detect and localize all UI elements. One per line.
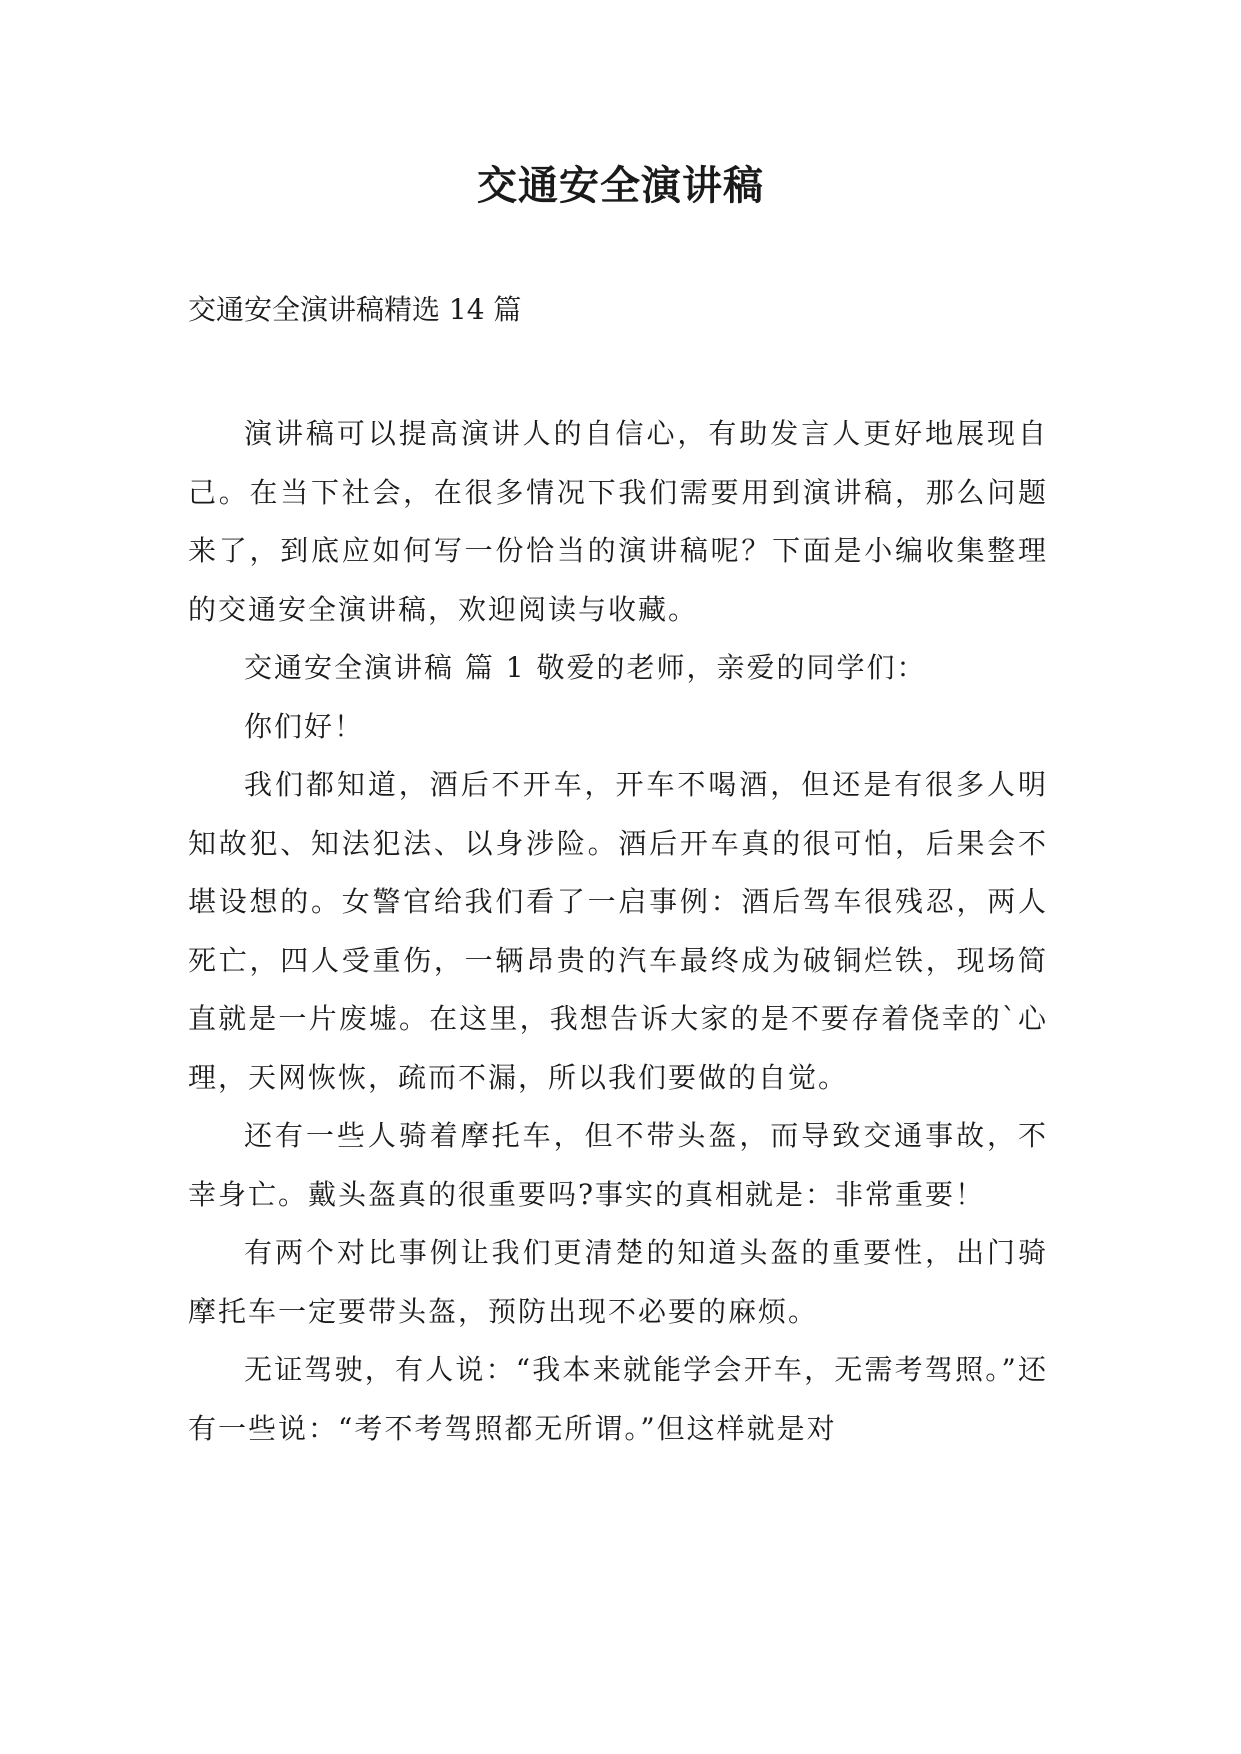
document-body <box>188 405 1048 1458</box>
document-subtitle: 交通安全演讲稿精选 14 篇 <box>188 293 522 326</box>
paragraph-greeting: 你们好！ <box>244 709 365 743</box>
paragraph-speech-heading: 交通安全演讲稿 篇 1 敬爱的老师，亲爱的同学们： <box>244 651 927 684</box>
paragraph-helmet: 还有一些人骑着摩托车，但不带头盔，而导致交通事故，不幸身亡。戴头盔真的很重要吗?事实的真相就是：非常重要！ <box>188 1119 1048 1211</box>
paragraph-drunk-driving: 我们都知道，酒后不开车，开车不喝酒，但还是有很多人明知故犯、知法犯法、以身涉险。酒后开车真的很可怕，后果会不堪设想的。女警官给我们看了一启事例：酒后驾车很残忍，两人死亡，四人受重伤，一辆昂贵的汽车最终成为破铜烂铁，现场简直就是一片废墟。在这里，我想告诉大家的是不要存着侥幸的`心理，天网恢恢，疏而不漏，所以我们要做的自觉。 <box>188 768 1048 1094</box>
document-title: 交通安全演讲稿 <box>477 162 764 209</box>
paragraph-unlicensed-driving: 无证驾驶，有人说：“我本来就能学会开车，无需考驾照。”还有一些说：“考不考驾照都无所谓。”但这样就是对 <box>188 1353 1048 1445</box>
paragraph-intro: 演讲稿可以提高演讲人的自信心，有助发言人更好地展现自己。在当下社会，在很多情况下我们需要用到演讲稿，那么问题来了，到底应如何写一份恰当的演讲稿呢？下面是小编收集整理的交通安全演讲稿，欢迎阅读与收藏。 <box>188 417 1048 626</box>
paragraph-helmet-examples: 有两个对比事例让我们更清楚的知道头盔的重要性，出门骑摩托车一定要带头盔，预防出现不必要的麻烦。 <box>188 1236 1048 1328</box>
